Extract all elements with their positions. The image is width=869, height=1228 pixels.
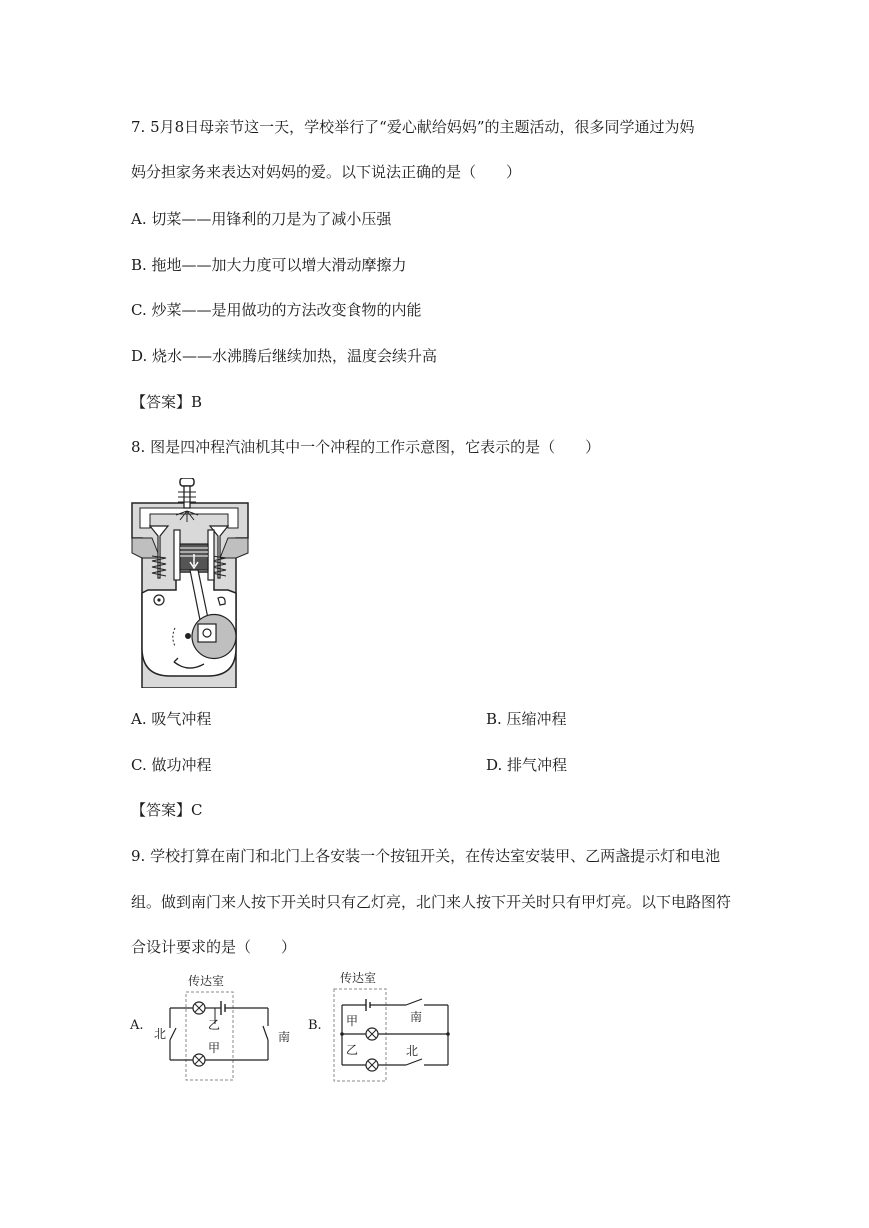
q9-stem-line2: 组。做到南门来人按下开关时只有乙灯亮，北门来人按下开关时只有甲灯亮。以下电路图符	[131, 893, 732, 911]
q8-option-c: C. 做功冲程	[131, 756, 212, 774]
circuit-b-room-label: 传达室	[340, 971, 377, 985]
q7-answer: 【答案】B	[131, 393, 203, 411]
circuit-b-option-label: B.	[308, 1018, 322, 1033]
q7-option-d: D. 烧水——水沸腾后继续加热，温度会续升高	[131, 347, 438, 365]
circuit-a-south-label: 南	[278, 1030, 291, 1044]
q9-stem-line3: 合设计要求的是（ ）	[131, 938, 297, 956]
circuit-b-lamp-top-label: 甲	[346, 1014, 359, 1028]
q7-stem-line2: 妈分担家务来表达对妈妈的爱。以下说法正确的是（ ）	[131, 163, 522, 181]
circuit-a-option-label: A.	[130, 1018, 144, 1033]
circuit-b-south-label: 南	[410, 1010, 423, 1024]
circuit-b-diagram	[302, 965, 462, 1085]
q8-option-d: D. 排气冲程	[486, 756, 568, 774]
q7-stem-line1: 7. 5月8日母亲节这一天，学校举行了“爱心献给妈妈”的主题活动，很多同学通过为妈	[131, 118, 695, 136]
circuit-a-diagram	[128, 968, 303, 1083]
circuit-a-lamp-top-label: 乙	[208, 1018, 221, 1032]
q8-answer: 【答案】C	[131, 801, 203, 819]
circuit-a-lamp-bottom-label: 甲	[208, 1041, 221, 1055]
circuit-a-north-label: 北	[154, 1027, 167, 1041]
q8-option-a: A. 吸气冲程	[131, 710, 212, 728]
q7-option-b: B. 拖地——加大力度可以增大滑动摩擦力	[131, 256, 407, 274]
q8-stem: 8. 图是四冲程汽油机其中一个冲程的工作示意图，它表示的是（ ）	[131, 438, 601, 456]
circuit-b-lamp-bottom-label: 乙	[346, 1043, 359, 1057]
circuit-b-north-label: 北	[406, 1044, 419, 1058]
q9-stem-line1: 9. 学校打算在南门和北门上各安装一个按钮开关，在传达室安装甲、乙两盏提示灯和电池	[131, 847, 721, 865]
circuit-a-room-label: 传达室	[188, 974, 225, 988]
q7-option-c: C. 炒菜——是用做功的方法改变食物的内能	[131, 301, 422, 319]
engine-diagram	[130, 478, 260, 688]
q8-option-b: B. 压缩冲程	[486, 710, 567, 728]
q7-option-a: A. 切菜——用锋利的刀是为了减小压强	[131, 210, 392, 228]
